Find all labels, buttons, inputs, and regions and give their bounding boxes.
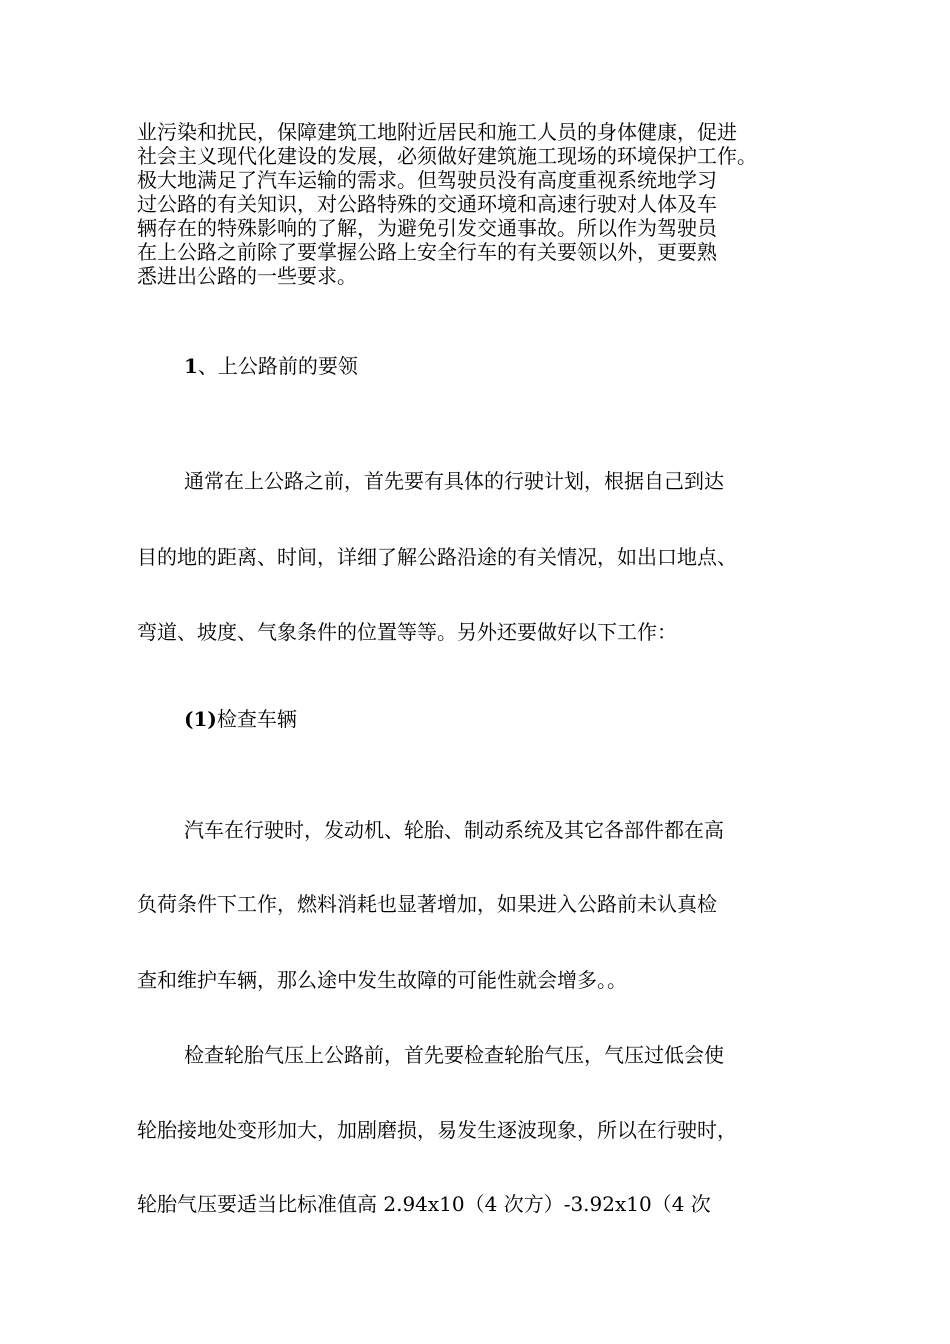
paragraph-line: 通常在上公路之前，首先要有具体的行驶计划，根据自己到达 bbox=[184, 469, 724, 493]
heading-text: 、上公路前的要领 bbox=[197, 354, 358, 378]
paragraph-line: 轮胎接地处变形加大，加剧磨损，易发生逐波现象，所以在行驶时， bbox=[137, 1118, 737, 1142]
paragraph-line: 目的地的距离、时间，详细了解公路沿途的有关情况，如出口地点、 bbox=[137, 545, 737, 569]
intro-line: 在上公路之前除了要掌握公路上安全行车的有关要领以外，更要熟 bbox=[137, 240, 717, 264]
paragraph-line: 查和维护车辆，那么途中发生故障的可能性就会增多。。 bbox=[137, 968, 627, 992]
heading-number: 1 bbox=[184, 354, 198, 378]
heading-text: 检查车辆 bbox=[216, 707, 297, 731]
section-heading-2 bbox=[184, 705, 297, 733]
paragraph-line: 弯道、坡度、气象条件的位置等等。另外还要做好以下工作： bbox=[137, 620, 677, 644]
paragraph-line: 轮胎气压要适当比标准值高 2.94x10（4 次方）-3.92x10（4 次 bbox=[137, 1192, 711, 1216]
intro-line: 业污染和扰民，保障建筑工地附近居民和施工人员的身体健康，促进 bbox=[137, 120, 737, 144]
paragraph-line: 负荷条件下工作，燃料消耗也显著增加，如果进入公路前未认真检 bbox=[137, 892, 717, 916]
heading-number: (1) bbox=[184, 707, 217, 731]
intro-line: 极大地满足了汽车运输的需求。但驾驶员没有高度重视系统地学习 bbox=[137, 168, 717, 192]
paragraph-line: 汽车在行驶时，发动机、轮胎、制动系统及其它各部件都在高 bbox=[184, 818, 724, 842]
intro-line: 悉进出公路的一些要求。 bbox=[137, 264, 357, 288]
intro-line: 过公路的有关知识，对公路特殊的交通环境和高速行驶对人体及车 bbox=[137, 192, 717, 216]
section-heading-1 bbox=[184, 352, 358, 380]
intro-paragraph bbox=[137, 120, 827, 288]
paragraph-line: 检查轮胎气压上公路前，首先要检查轮胎气压，气压过低会使 bbox=[184, 1043, 724, 1067]
intro-line: 社会主义现代化建设的发展，必须做好建筑施工现场的环境保护工作。 bbox=[137, 144, 757, 168]
intro-line: 辆存在的特殊影响的了解，为避免引发交通事故。所以作为驾驶员 bbox=[137, 216, 717, 240]
